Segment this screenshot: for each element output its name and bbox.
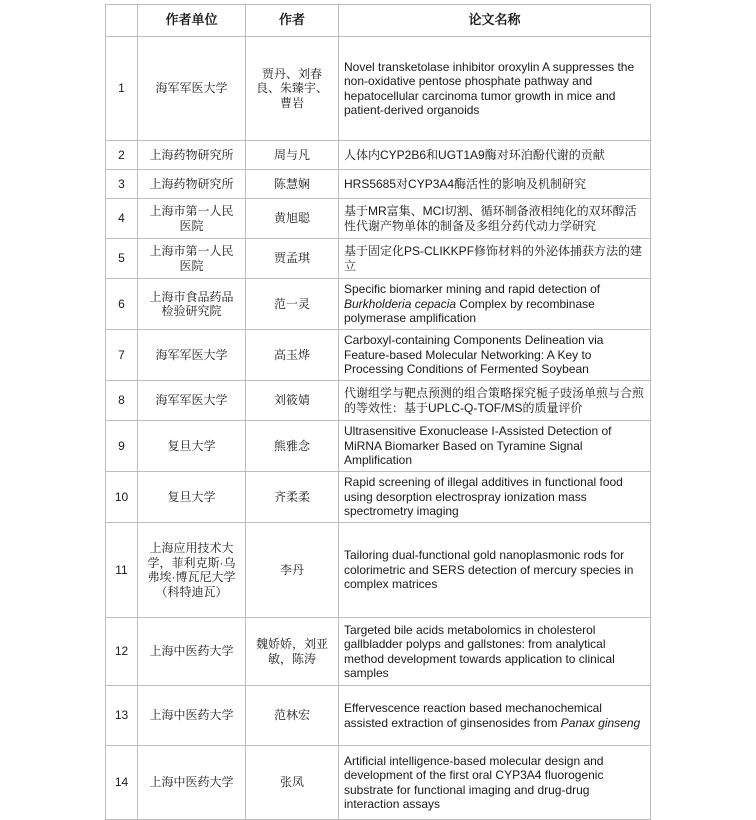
- author-names: 周与凡: [246, 141, 339, 170]
- row-number: 4: [106, 199, 138, 239]
- table-row: [106, 381, 651, 421]
- author-unit: 复旦大学: [138, 421, 246, 472]
- header-unit: 作者单位: [138, 5, 246, 37]
- table-body: [106, 37, 651, 820]
- author-unit: 上海中医药大学: [138, 686, 246, 746]
- table-row: [106, 330, 651, 381]
- row-number: 14: [106, 746, 138, 820]
- author-names: 高玉烨: [246, 330, 339, 381]
- author-unit: 海军军医大学: [138, 37, 246, 141]
- author-names: 陈慧娴: [246, 170, 339, 199]
- title-text: Targeted bile acids metabolomics in cholesterol gallbladder polyps and gallstones: from analytical method development towards application to clinical samples: [344, 622, 615, 680]
- table-row: [106, 279, 651, 330]
- row-number: 9: [106, 421, 138, 472]
- row-number: 2: [106, 141, 138, 170]
- table-row: [106, 686, 651, 746]
- table-row: [106, 170, 651, 199]
- paper-title: [339, 37, 651, 141]
- title-text: Effervescence reaction based mechanochemical assisted extraction of ginsenosides from: [344, 701, 602, 730]
- author-unit: 海军军医大学: [138, 381, 246, 421]
- table-row: [106, 421, 651, 472]
- row-number: 3: [106, 170, 138, 199]
- paper-title: [339, 330, 651, 381]
- author-unit: 复旦大学: [138, 472, 246, 523]
- row-number: 11: [106, 523, 138, 618]
- author-unit: 上海市第一人民医院: [138, 239, 246, 279]
- author-names: 李丹: [246, 523, 339, 618]
- header-author: 作者: [246, 5, 339, 37]
- paper-title: [339, 523, 651, 618]
- title-text: Artificial intelligence-based molecular design and development of the first oral CYP3A4 fluorogenic substrate for functional imaging and drug-drug interaction assays: [344, 753, 604, 811]
- species-name: Panax ginseng: [560, 715, 641, 730]
- title-text: 人体内CYP2B6和UGT1A9酶对环泊酚代谢的贡献: [344, 147, 605, 162]
- title-text: Tailoring dual-functional gold nanoplasmonic rods for colorimetric and SERS detection of mercury species in complex matrices: [344, 548, 634, 592]
- paper-title: [339, 472, 651, 523]
- table-row: [106, 746, 651, 820]
- title-text: Rapid screening of illegal additives in functional food using desorption electrospray ionization mass spectrometry imaging: [344, 475, 623, 519]
- row-number: 12: [106, 618, 138, 686]
- title-text: HRS5685对CYP3A4酶活性的影响及机制研究: [344, 176, 587, 191]
- paper-title: [339, 239, 651, 279]
- paper-title: [339, 141, 651, 170]
- papers-table: [105, 4, 651, 820]
- author-names: 魏娇娇，刘亚敏，陈涛: [246, 618, 339, 686]
- author-unit: 海军军医大学: [138, 330, 246, 381]
- author-names: 贾孟琪: [246, 239, 339, 279]
- author-names: 贾丹、刘春良、朱臻宇、曹岩: [246, 37, 339, 141]
- author-names: 熊雅念: [246, 421, 339, 472]
- title-text: Complex by recombinase polymerase amplification: [344, 296, 595, 326]
- author-unit: 上海市食品药品检验研究院: [138, 279, 246, 330]
- row-number: 1: [106, 37, 138, 141]
- row-number: 7: [106, 330, 138, 381]
- paper-title: [339, 279, 651, 330]
- table-row: [106, 37, 651, 141]
- table-row: [106, 618, 651, 686]
- species-name: Burkholderia cepacia: [344, 296, 457, 311]
- title-text: 代谢组学与靶点预测的组合策略探究栀子豉汤单煎与合煎的等效性：基于UPLC-Q-TOF/MS的质量评价: [344, 386, 645, 415]
- title-text: Carboxyl-containing Components Delineation via Feature-based Molecular Networking: A Key to Processing Conditions of Fermented Soybean: [344, 333, 604, 377]
- paper-title: [339, 746, 651, 820]
- paper-title: [339, 199, 651, 239]
- table-row: [106, 472, 651, 523]
- table-row: [106, 141, 651, 170]
- paper-title: [339, 170, 651, 199]
- author-unit: 上海药物研究所: [138, 170, 246, 199]
- paper-title: [339, 618, 651, 686]
- paper-title: [339, 686, 651, 746]
- paper-title: [339, 381, 651, 421]
- author-unit: 上海药物研究所: [138, 141, 246, 170]
- author-names: 范林宏: [246, 686, 339, 746]
- row-number: 8: [106, 381, 138, 421]
- row-number: 13: [106, 686, 138, 746]
- author-names: 刘筱婧: [246, 381, 339, 421]
- header-title: 论文名称: [339, 5, 651, 37]
- author-unit: 上海中医药大学: [138, 746, 246, 820]
- author-names: 齐柔柔: [246, 472, 339, 523]
- title-text: 基于固定化PS-CLIKKPF修饰材料的外泌体捕获方法的建立: [344, 244, 643, 273]
- author-unit: 上海市第一人民医院: [138, 199, 246, 239]
- header-row: [106, 5, 651, 37]
- table-row: [106, 199, 651, 239]
- author-names: 黄旭聪: [246, 199, 339, 239]
- table-row: [106, 239, 651, 279]
- row-number: 5: [106, 239, 138, 279]
- title-text: Ultrasensitive Exonuclease I-Assisted Detection of MiRNA Biomarker Based on Tyramine Signal Amplification: [344, 424, 612, 468]
- row-number: 10: [106, 472, 138, 523]
- author-names: 范一灵: [246, 279, 339, 330]
- title-text: Specific biomarker mining and rapid detection of: [344, 282, 601, 297]
- title-text: Novel transketolase inhibitor oroxylin A suppresses the non-oxidative pentose phosphate pathway and hepatocellular carcinoma tumor growth in mice and patient-derived organoids: [344, 59, 635, 117]
- header-index: [106, 5, 138, 37]
- author-names: 张凤: [246, 746, 339, 820]
- title-text: 基于MR富集、MCI切割、循环制备液相纯化的双环醇活性代谢产物单体的制备及多组分药代动力学研究: [344, 204, 637, 233]
- author-unit: 上海应用技术大学，菲利克斯·乌弗埃·博瓦尼大学（科特迪瓦）: [138, 523, 246, 618]
- row-number: 6: [106, 279, 138, 330]
- table-row: [106, 523, 651, 618]
- author-unit: 上海中医药大学: [138, 618, 246, 686]
- paper-title: [339, 421, 651, 472]
